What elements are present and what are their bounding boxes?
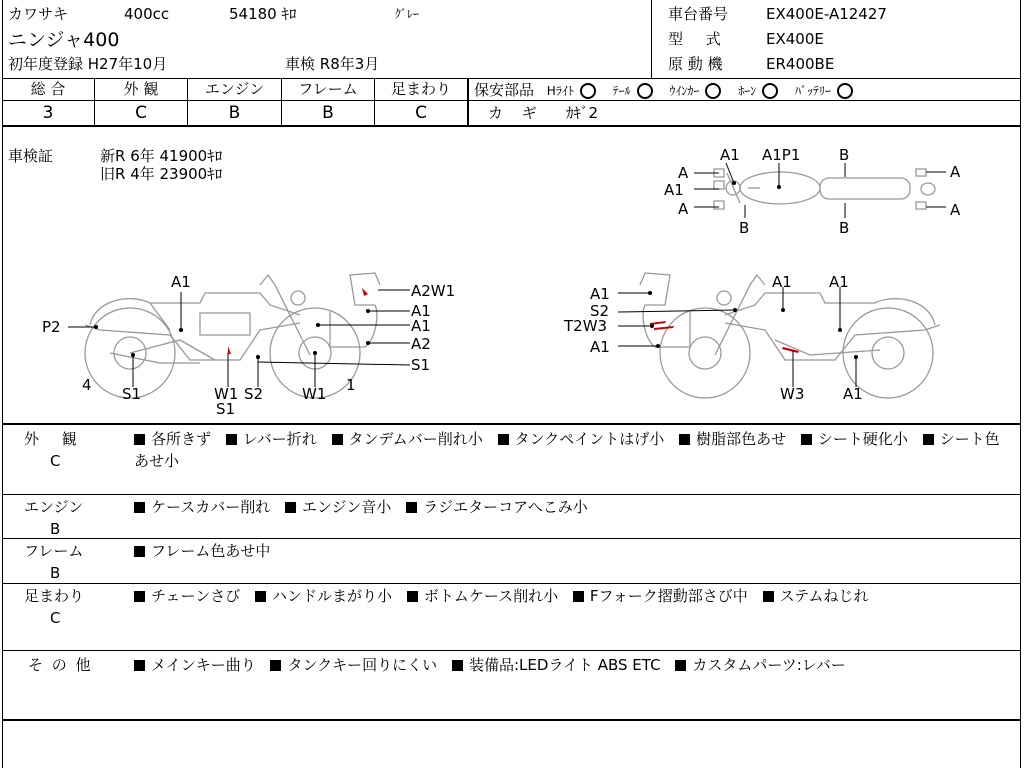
- label-top-b1: B: [839, 146, 850, 164]
- label-right-t2w3: T2W3: [564, 317, 608, 335]
- label-top-a-left2: A: [678, 200, 689, 218]
- remark-item: [679, 430, 786, 448]
- remark-item: [285, 498, 391, 516]
- bullet-square-icon: [407, 591, 418, 602]
- label-top-b2: B: [739, 219, 750, 237]
- category-label: 足まわり: [24, 587, 85, 605]
- category-label: フレーム: [24, 542, 84, 560]
- safety-parts: [474, 81, 865, 100]
- safety-horn: ﾎｰﾝ: [738, 84, 757, 98]
- label-top-a1: A1: [720, 146, 740, 164]
- label-top-b3: B: [839, 219, 850, 237]
- engine-label: 原 動 機: [668, 55, 723, 73]
- top-view-bike-outline: [714, 169, 935, 209]
- safety-mid-line: [468, 100, 1020, 101]
- remark-item-text: メインキー曲り: [151, 656, 256, 674]
- label-right-a1-bottom: A1: [843, 385, 863, 403]
- remark-category-engine: [24, 496, 110, 540]
- remark-item: [763, 587, 869, 605]
- remark-item-text: Fフォーク摺動部さび中: [589, 587, 748, 605]
- label-dots: [94, 181, 858, 359]
- score-total: 3: [42, 103, 54, 123]
- type-label: 型 式: [668, 30, 721, 48]
- bullet-square-icon: [332, 434, 343, 445]
- remark-item-text: ケースカバー削れ: [151, 498, 271, 516]
- label-left-a1-a: A1: [411, 302, 431, 320]
- bullet-square-icon: [679, 434, 690, 445]
- remark-category-frame: [24, 540, 110, 584]
- remark-items-frame: [134, 540, 1014, 562]
- color: ｸﾞﾚｰ: [395, 7, 420, 21]
- ok-circle-icon: [580, 83, 596, 99]
- label-top-a-right2: A: [950, 201, 961, 219]
- label-right-s2: S2: [590, 302, 610, 320]
- remark-category-exterior: [24, 428, 110, 472]
- header-divider: [651, 0, 652, 78]
- bullet-square-icon: [255, 591, 266, 602]
- label-left-s1-right: S1: [411, 356, 431, 374]
- remark-item: [406, 498, 588, 516]
- label-left-s1-low: S1: [216, 400, 236, 418]
- remark-items-engine: [134, 496, 1014, 518]
- bullet-square-icon: [270, 660, 281, 671]
- remark-item-text: 装備品:LEDライト ABS ETC: [468, 656, 661, 674]
- remark-items-suspension: [134, 585, 1014, 607]
- score-label-frame: フレーム: [298, 80, 358, 98]
- line-r4: [2, 650, 1020, 651]
- line-r5: [2, 719, 1020, 721]
- label-top-a-right1: A: [950, 163, 961, 181]
- frame-number-label: 車台番号: [668, 5, 729, 23]
- bullet-square-icon: [498, 434, 509, 445]
- bullet-square-icon: [675, 660, 686, 671]
- label-right-a1-cowl: A1: [590, 285, 610, 303]
- mileage: 54180 ｷﾛ: [229, 5, 297, 23]
- ok-circle-icon: [705, 83, 721, 99]
- label-left-num1: 1: [346, 376, 356, 394]
- remark-item: [226, 430, 317, 448]
- score-col-line: [467, 78, 469, 125]
- label-right-a1-lower: A1: [590, 338, 610, 356]
- cert-old: 旧R 4年 23900ｷﾛ: [100, 165, 223, 183]
- remark-item: [270, 656, 437, 674]
- remark-item-text: カスタムパーツ:レバー: [692, 656, 846, 674]
- displacement: 400cc: [124, 5, 170, 23]
- label-left-a2w1: A2W1: [411, 282, 456, 300]
- label-top-a1p1: A1P1: [762, 146, 801, 164]
- remark-item: [573, 587, 748, 605]
- safety-winker: ｳｲﾝｶｰ: [669, 84, 700, 98]
- score-label-exterior: 外 観: [123, 80, 159, 98]
- safety-battery: ﾊﾞｯﾃﾘｰ: [795, 84, 832, 98]
- label-top-a-left1: A: [678, 164, 689, 182]
- bullet-square-icon: [134, 591, 145, 602]
- remark-item: [134, 656, 256, 674]
- remark-item-text: レバー折れ: [242, 430, 317, 448]
- left-view-bike-outline: [85, 273, 380, 398]
- remark-item-text: タンデムバー削れ小: [348, 430, 483, 448]
- bullet-square-icon: [923, 434, 934, 445]
- safety-label: 保安部品: [474, 81, 535, 99]
- remark-item: [498, 430, 665, 448]
- line-r1: [2, 494, 1020, 495]
- bullet-square-icon: [573, 591, 584, 602]
- bullet-square-icon: [763, 591, 774, 602]
- model-name: ニンジャ400: [8, 29, 120, 51]
- remark-item: [332, 430, 483, 448]
- remark-item-text: チェーンさび: [151, 587, 241, 605]
- label-left-s1-bottom: S1: [122, 385, 142, 403]
- bullet-square-icon: [285, 502, 296, 513]
- frame-number: EX400E-A12427: [766, 5, 887, 23]
- remark-item-text: 各所きず: [151, 430, 212, 448]
- remark-item: [134, 542, 270, 560]
- remark-item: [134, 587, 240, 605]
- category-grade: B: [50, 520, 61, 538]
- category-grade: C: [50, 609, 61, 627]
- safety-tail: ﾃｰﾙ: [612, 84, 631, 98]
- remark-item: [675, 656, 845, 674]
- bullet-square-icon: [134, 434, 145, 445]
- label-left-a2: A2: [411, 335, 431, 353]
- bullet-square-icon: [801, 434, 812, 445]
- label-right-w3: W3: [780, 385, 805, 403]
- score-mid-line: [2, 100, 468, 101]
- remark-item-text: 樹脂部色あせ: [696, 430, 787, 448]
- remark-item: [407, 587, 558, 605]
- remark-item-text: エンジン音小: [302, 498, 392, 516]
- ok-circle-icon: [762, 83, 778, 99]
- remark-item-text: ラジエターコアへこみ小: [423, 498, 588, 516]
- category-grade: B: [50, 564, 61, 582]
- right-view-bike-outline: [640, 273, 940, 398]
- score-exterior: C: [135, 103, 147, 123]
- remark-item-text: ハンドルまがり小: [272, 587, 393, 605]
- ok-circle-icon: [637, 83, 653, 99]
- bullet-square-icon: [134, 502, 145, 513]
- line-r2: [2, 538, 1020, 539]
- remark-category-other: [28, 654, 114, 676]
- score-label-engine: エンジン: [204, 80, 265, 98]
- damage-diagram: [0, 125, 1024, 425]
- top-view-labels: [664, 146, 961, 237]
- first-registration: 初年度登録 H27年10月: [8, 55, 168, 73]
- line-r3: [2, 583, 1020, 584]
- category-label: エンジン: [24, 498, 84, 516]
- remark-item: [134, 498, 270, 516]
- label-top-a1-left: A1: [664, 181, 684, 199]
- remark-item-text: タンクキー回りにくい: [287, 656, 438, 674]
- remark-item-text: シート色あせ小: [134, 430, 1000, 470]
- remark-item-text: タンクペイントはげ小: [514, 430, 665, 448]
- key-value: ｶｷﾞ2: [566, 104, 599, 122]
- remark-item: [255, 587, 392, 605]
- category-label: 外 観: [24, 430, 77, 448]
- bullet-square-icon: [406, 502, 417, 513]
- label-left-w1-bottom: W1: [214, 385, 239, 403]
- remark-items-other: [134, 654, 1014, 676]
- remark-item-text: ボトムケース削れ小: [423, 587, 559, 605]
- maker: カワサキ: [8, 5, 69, 23]
- remark-item: [801, 430, 908, 448]
- bullet-square-icon: [452, 660, 463, 671]
- score-suspension: C: [415, 103, 427, 123]
- label-left-p2: P2: [42, 318, 61, 336]
- label-right-a1-tank: A1: [772, 273, 792, 291]
- label-left-a1-b: A1: [411, 317, 431, 335]
- remark-items-exterior: [134, 428, 1014, 472]
- safety-headlight: Hﾗｲﾄ: [546, 84, 574, 98]
- bullet-square-icon: [134, 660, 145, 671]
- remark-item-text: フレーム色あせ中: [151, 542, 271, 560]
- remark-item-text: ステムねじれ: [779, 587, 869, 605]
- bullet-square-icon: [134, 546, 145, 557]
- score-frame: B: [322, 103, 334, 123]
- line-header: [2, 78, 1020, 79]
- category-grade: C: [50, 452, 61, 470]
- label-left-a1-tank: A1: [171, 273, 191, 291]
- cert-new: 新R 6年 41900ｷﾛ: [100, 147, 223, 165]
- left-view-labels: [42, 273, 455, 418]
- category-label: そ の 他: [28, 656, 91, 674]
- score-label-suspension: 足まわり: [390, 80, 451, 98]
- remark-category-suspension: [24, 585, 110, 629]
- inspection-expiry: 車検 R8年3月: [285, 55, 380, 73]
- label-left-s2-bottom: S2: [244, 385, 264, 403]
- score-engine: B: [228, 103, 241, 123]
- remark-item: [452, 656, 661, 674]
- label-left-num4: 4: [82, 376, 92, 394]
- remark-item-text: シート硬化小: [817, 430, 908, 448]
- ok-circle-icon: [837, 83, 853, 99]
- engine-value: ER400BE: [766, 55, 835, 73]
- damage-marks: [228, 288, 799, 354]
- key-label: カ ギ: [488, 104, 537, 122]
- score-label-total: 総 合: [30, 80, 66, 98]
- bullet-square-icon: [226, 434, 237, 445]
- label-left-w1-fork: W1: [302, 385, 327, 403]
- remark-item: [134, 430, 211, 448]
- type-value: EX400E: [766, 30, 824, 48]
- cert-label: 車検証: [8, 147, 54, 165]
- label-right-a1-seat: A1: [829, 273, 849, 291]
